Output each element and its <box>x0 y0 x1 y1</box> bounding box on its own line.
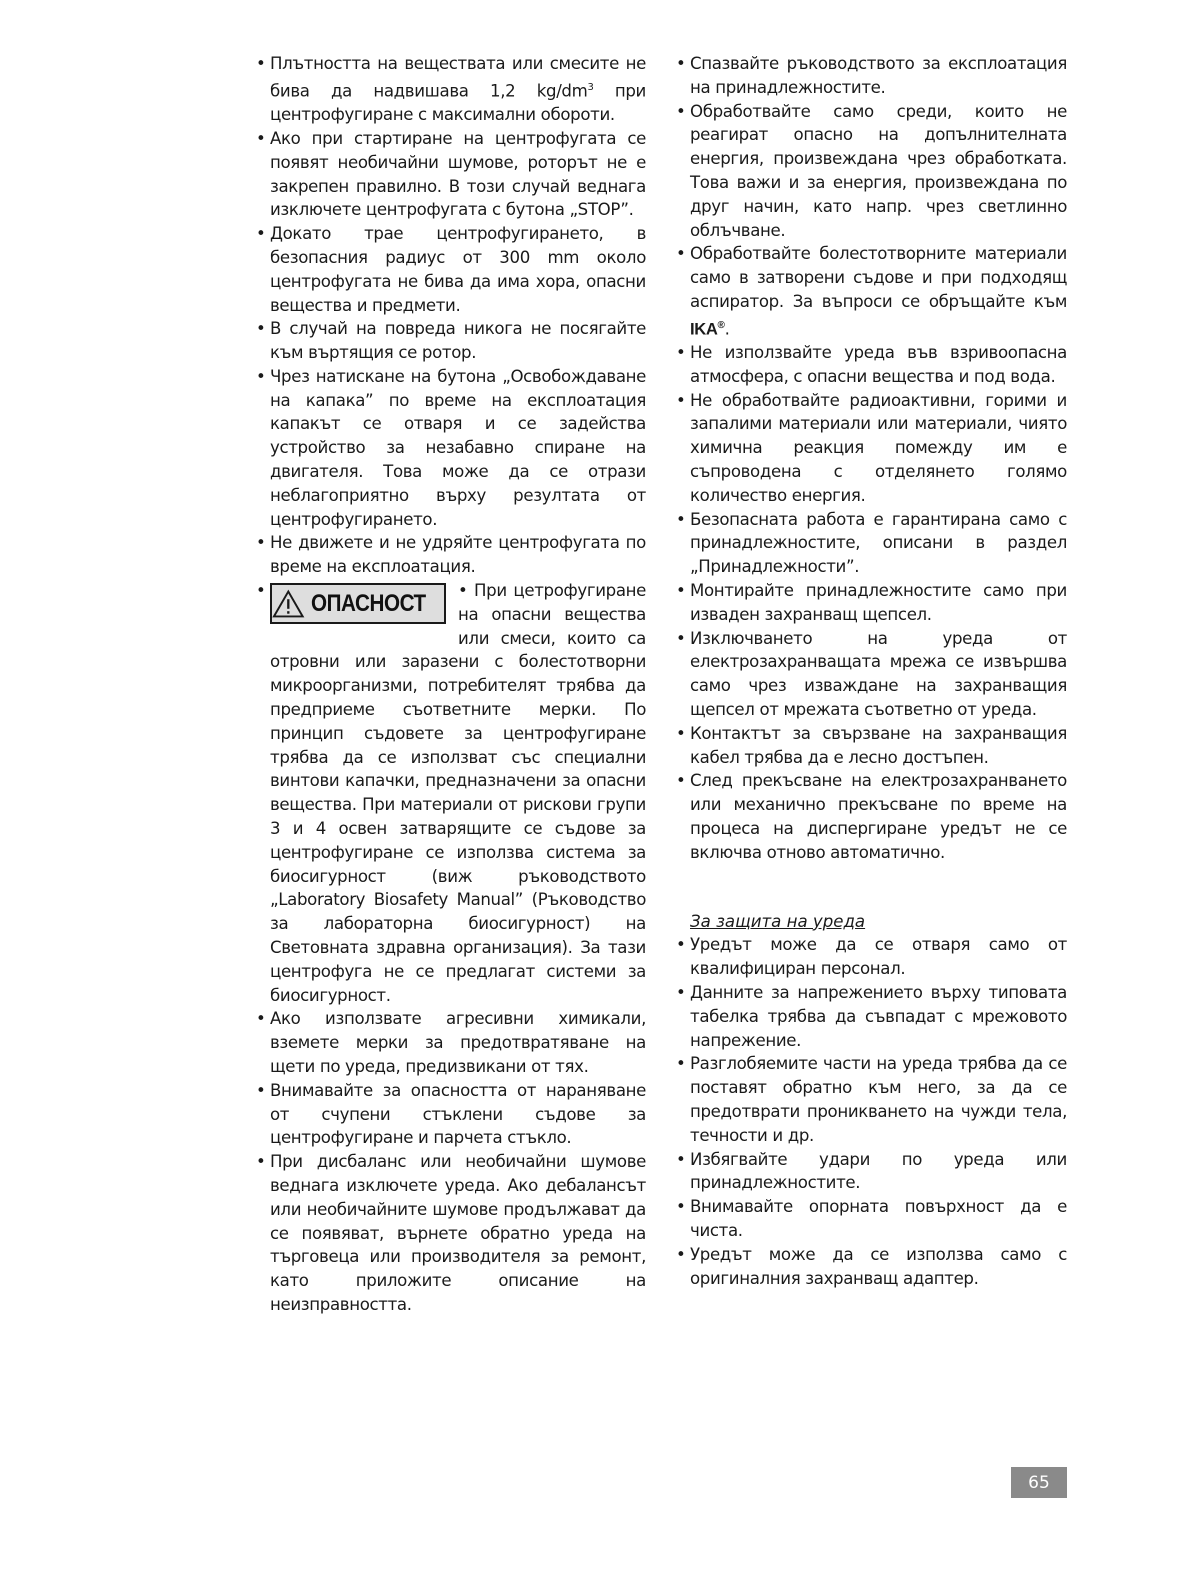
list-item: • Не обработвайте радиоактивни, горими и запалими материали или материали, чиято химична реакция помежду им е съпроводена с отделянето голямо количество енергия. <box>674 389 1067 508</box>
danger-warning-block <box>254 579 646 1007</box>
list-item-text: . <box>724 319 730 339</box>
list-item: • Внимавайте опорната повърхност да е чиста. <box>674 1195 1067 1243</box>
section-heading: За защита на уреда <box>690 911 866 931</box>
list-item: • Монтирайте принадлежностите само при изваден захранващ щепсел. <box>674 579 1067 627</box>
list-item: • В случай на повреда никога не посягайте към въртящия се ротор. <box>254 317 646 365</box>
list-item: • Контактът за свързване на захранващия кабел трябва да е лесно достъпен. <box>674 722 1067 770</box>
list-item: • Ако използвате агресивни химикали, вземете мерки за предотвратяване на щети по уреда, предизвикани от тях. <box>254 1007 646 1078</box>
list-item: • Уредът може да се използва само с оригиналния захранващ адаптер. <box>674 1243 1067 1291</box>
list-item-text: при центрофугиране с максимални обороти. <box>270 81 646 125</box>
list-item: • Разглобяемите части на уреда трябва да се поставят обратно към него, за да се предотврати проникването на чужди тела, течности и др. <box>674 1052 1067 1147</box>
safety-list-right <box>674 52 1067 865</box>
list-item: • Избягвайте удари по уреда или принадлежностите. <box>674 1148 1067 1196</box>
list-item: • Докато трае центрофугирането, в безопасния радиус от 300 mm около центрофугата не бива да има хора, опасни вещества и предмети. <box>254 222 646 317</box>
list-item: • Спазвайте ръководството за експлоатация на принадлежностите. <box>674 52 1067 100</box>
list-item: • Уредът може да се отваря само от квалифициран персонал. <box>674 933 1067 981</box>
list-item <box>254 52 646 127</box>
brand-name: IKA <box>690 319 718 339</box>
danger-label: • ОПАСНОСТ <box>310 589 426 617</box>
left-column <box>254 52 646 1317</box>
list-item: • Безопасната работа е гарантирана само с принадлежностите, описани в раздел „Принадлежности”. <box>674 508 1067 579</box>
list-item: • Чрез натискане на бутона „Освобождаване на капака” по време на експлоатация капакът се отваря и се задейства устройство за незабавно спиране на двигателя. Това може да се отрази неблагоприятно върху резултата от центрофугирането. <box>254 365 646 532</box>
list-item <box>674 242 1067 341</box>
safety-list-left <box>254 52 646 1317</box>
device-protection-list <box>674 933 1067 1290</box>
list-item-text: Плътността на веществата или смесите не бива да надвишава 1,2 kg/dm <box>270 54 646 101</box>
list-item: • Изключването на уреда от електрозахранващата мрежа се извършва само чрез изваждане на захранващия щепсел от мрежата съответно от уреда. <box>674 627 1067 722</box>
warning-triangle-icon <box>272 589 305 619</box>
list-item: • След прекъсване на електрозахранването или механично прекъсване по време на процеса на диспергиране уредът не се включва отново автоматично. <box>674 769 1067 864</box>
list-item: • Не използвайте уреда във взривоопасна атмосфера, с опасни вещества и под вода. <box>674 341 1067 389</box>
list-item: • Внимавайте за опасността от нараняване от счупени стъклени съдове за центрофугиране и парчета стъкло. <box>254 1079 646 1150</box>
list-item: • Не движете и не удряйте центрофугата по време на експлоатация. <box>254 531 646 579</box>
list-item: • Обработвайте само среди, които не реагират опасно на допълнителната енергия, произвеждана чрез обработката. Това важи и за енергия, произвеждана по друг начин, като напр. чрез светлинно облъчване. <box>674 100 1067 243</box>
superscript: 3 <box>587 81 594 93</box>
list-item: • При дисбаланс или необичайни шумове веднага изключете уреда. Ако дебалансът или необичайните шумове продължават да се появяват, върнете обратно уреда на търговеца или производителя за ремонт, като приложите описание на неизправността. <box>254 1150 646 1317</box>
registered-mark: ® <box>717 319 725 331</box>
list-item: • Данните за напрежението върху типовата табелка трябва да съвпадат с мрежовото напрежение. <box>674 981 1067 1052</box>
page-number: 65 <box>1011 1467 1067 1498</box>
list-item-text: Обработвайте болестотворните материали само в затворени съдове и при подходящ аспиратор. За въпроси се обръщайте към <box>690 244 1067 311</box>
list-item: • Ако при стартиране на центрофугата се появят необичайни шумове, роторът не е закрепен правилно. В този случай веднага изключете центрофугата с бутона „STOP”. <box>254 127 646 222</box>
danger-text: • При цетрофугиране на опасни вещества или смеси, които са отровни или заразени с болестотворни микроорганизми, потребителят трябва да предприеме съответните мерки. По принцип съдовете за центрофугиране трябва да се използват със специални винтови капачки, предназначени за опасни вещества. При материали от рискови групи 3 и 4 освен затварящите се съдове за центрофугиране се използва система за биосигурност (виж ръководството „Laboratory Biosafety Manual” (Ръководство за лабораторна биосигурност) на Световната здравна организация). За тази центрофуга не се предлагат системи за биосигурност. <box>270 581 646 1005</box>
right-column <box>674 52 1067 1290</box>
danger-badge <box>270 583 446 624</box>
